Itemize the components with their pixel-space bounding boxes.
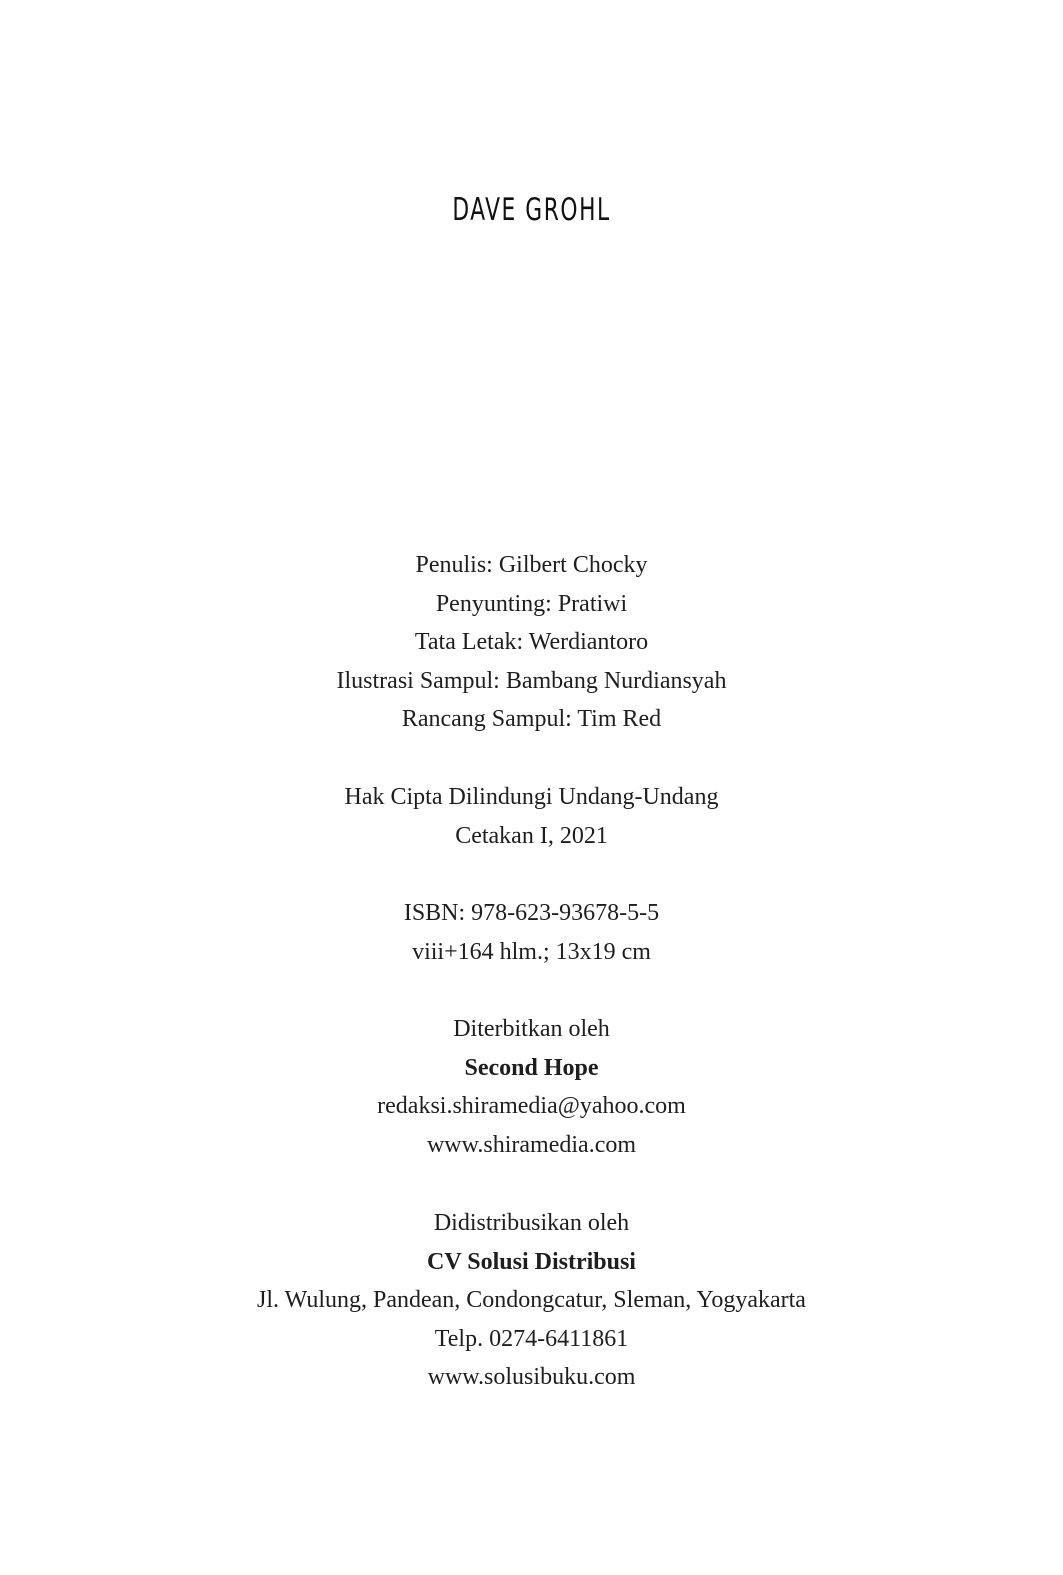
distributor-address: Jl. Wulung, Pandean, Condongcatur, Sleman, Yogyakarta bbox=[257, 1287, 806, 1313]
pages-size-line: viii+164 hlm.; 13x19 cm bbox=[412, 938, 651, 965]
publisher-email: redaksi.shiramedia@yahoo.com bbox=[377, 1093, 686, 1119]
book-info-block bbox=[0, 894, 1063, 971]
credits-block bbox=[0, 546, 1063, 739]
distributor-label: Didistribusikan oleh bbox=[433, 1210, 630, 1236]
distributor-website: www.solusibuku.com bbox=[427, 1364, 636, 1390]
publisher-website: www.shiramedia.com bbox=[426, 1131, 637, 1158]
publisher-label: Diterbitkan oleh bbox=[453, 1016, 610, 1042]
copyright-notice: Hak Cipta Dilindungi Undang-Undang bbox=[344, 784, 719, 810]
publisher-block bbox=[0, 1010, 1063, 1164]
publisher-name: Second Hope bbox=[464, 1054, 599, 1081]
distributor-block bbox=[0, 1204, 1063, 1397]
credit-cover-illustration: Ilustrasi Sampul: Bambang Nurdiansyah bbox=[336, 667, 727, 694]
credit-author: Penulis: Gilbert Chocky bbox=[415, 552, 648, 578]
distributor-name: CV Solusi Distribusi bbox=[427, 1248, 636, 1275]
copyright-block bbox=[0, 778, 1063, 855]
book-title: DAVE GROHL bbox=[452, 192, 611, 228]
edition-line: Cetakan I, 2021 bbox=[455, 822, 608, 849]
credit-editor: Penyunting: Pratiwi bbox=[435, 590, 628, 617]
credit-cover-design: Rancang Sampul: Tim Red bbox=[401, 706, 662, 732]
distributor-phone: Telp. 0274-6411861 bbox=[434, 1325, 629, 1352]
isbn-line: ISBN: 978-623-93678-5-5 bbox=[403, 900, 660, 926]
credit-layout: Tata Letak: Werdiantoro bbox=[414, 629, 649, 655]
